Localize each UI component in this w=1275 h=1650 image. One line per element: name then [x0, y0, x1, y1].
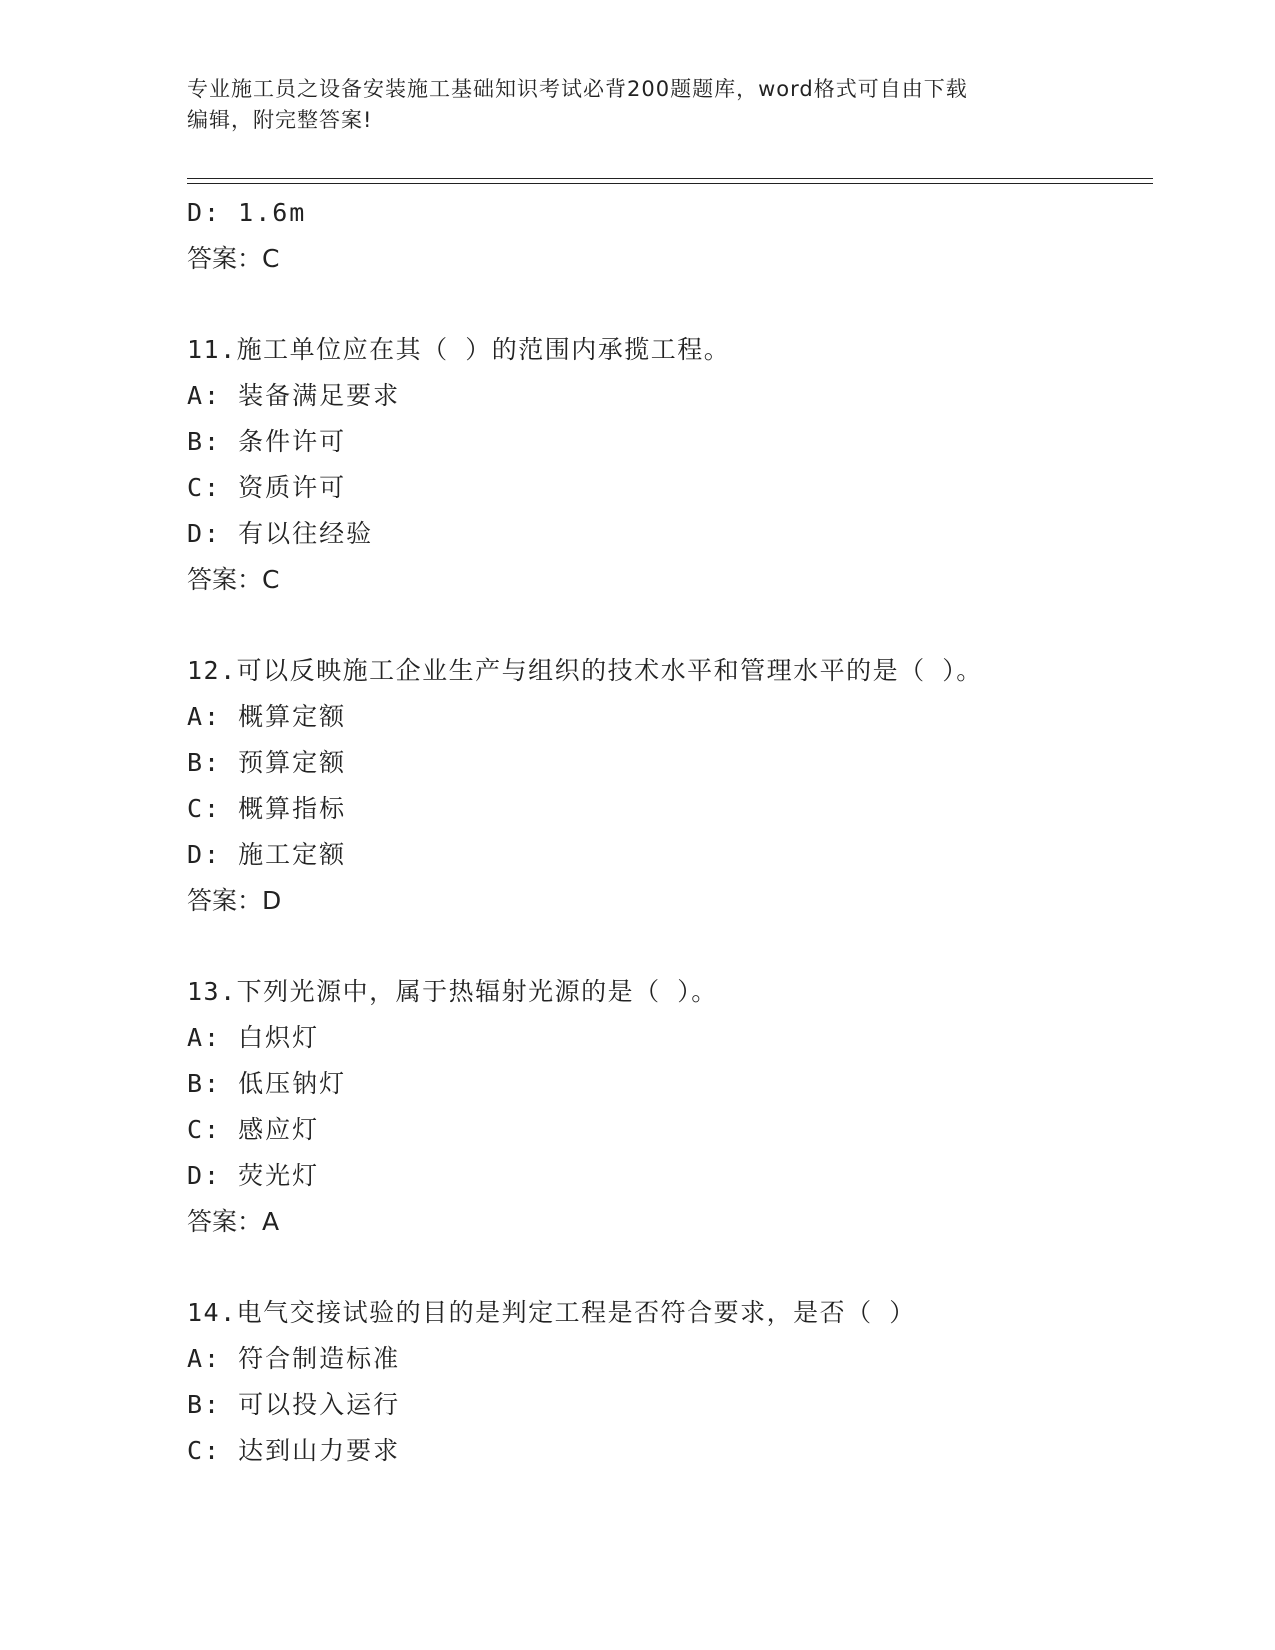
option-c: C: 达到山力要求 — [187, 1436, 401, 1465]
question-block — [187, 648, 1153, 924]
question-block — [187, 969, 1153, 1245]
option-c: C: 资质许可 — [187, 473, 347, 502]
question-stem: 12.可以反映施工企业生产与组织的技术水平和管理水平的是（ ）。 — [187, 656, 983, 685]
header-title-line-2: 编辑，附完整答案! — [187, 108, 373, 132]
question-stem: 14.电气交接试验的目的是判定工程是否符合要求，是否（ ） — [187, 1298, 916, 1327]
question-stem: 13.下列光源中，属于热辐射光源的是（ ）。 — [187, 977, 718, 1006]
answer-line: 答案：C — [187, 244, 280, 273]
header-title-line-1: 专业施工员之设备安装施工基础知识考试必背200题题库，word格式可自由下载 — [187, 77, 968, 101]
answer-line: 答案：A — [187, 1207, 280, 1236]
answer-line: 答案：D — [187, 886, 282, 915]
question-block — [187, 1290, 1153, 1474]
question-stem: 11.施工单位应在其（ ）的范围内承揽工程。 — [187, 335, 731, 364]
answer-line: 答案：C — [187, 565, 280, 594]
question-list — [187, 190, 1153, 1474]
option-a: A: 符合制造标准 — [187, 1344, 401, 1373]
option-b: B: 预算定额 — [187, 748, 347, 777]
option-b: B: 条件许可 — [187, 427, 347, 456]
question-block — [187, 327, 1153, 603]
option-c: C: 概算指标 — [187, 794, 347, 823]
header-divider-top — [187, 178, 1153, 179]
option-c: C: 感应灯 — [187, 1115, 320, 1144]
option-d: D: 1.6m — [187, 198, 307, 227]
document-header — [187, 74, 1087, 136]
option-b: B: 可以投入运行 — [187, 1390, 401, 1419]
option-d: D: 施工定额 — [187, 840, 347, 869]
option-b: B: 低压钠灯 — [187, 1069, 347, 1098]
option-d: D: 有以往经验 — [187, 519, 374, 548]
option-a: A: 白炽灯 — [187, 1023, 320, 1052]
option-d: D: 荧光灯 — [187, 1161, 320, 1190]
header-divider-bottom — [187, 183, 1153, 184]
option-a: A: 装备满足要求 — [187, 381, 401, 410]
option-a: A: 概算定额 — [187, 702, 347, 731]
